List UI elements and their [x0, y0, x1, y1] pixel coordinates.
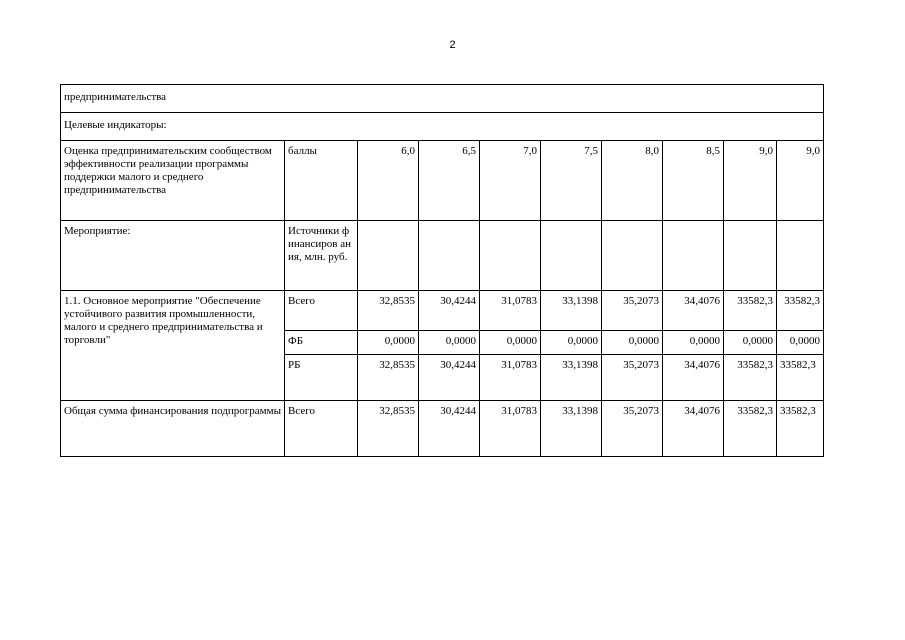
amount-cell: 32,8535 — [358, 291, 419, 331]
indicator-value: 7,0 — [480, 141, 541, 221]
empty-cell — [419, 221, 480, 291]
indicator-row — [61, 141, 824, 221]
amount-cell: 33,1398 — [541, 401, 602, 457]
source-label: ФБ — [285, 331, 358, 355]
indicator-value: 8,0 — [602, 141, 663, 221]
amount-cell: 0,0000 — [541, 331, 602, 355]
indicator-value: 8,5 — [663, 141, 724, 221]
indicator-unit: баллы — [285, 141, 358, 221]
amount-cell: 33582,3 — [724, 291, 777, 331]
amount-cell: 30,4244 — [419, 291, 480, 331]
amount-cell: 34,4076 — [663, 291, 724, 331]
indicator-value: 9,0 — [777, 141, 824, 221]
page-number: 2 — [449, 39, 456, 51]
empty-cell — [480, 221, 541, 291]
empty-cell — [777, 221, 824, 291]
amount-cell: 0,0000 — [777, 331, 824, 355]
amount-cell: 35,2073 — [602, 401, 663, 457]
source-label: Всего — [285, 291, 358, 331]
amount-cell: 30,4244 — [419, 401, 480, 457]
total-name: Общая сумма финансирования подпрограммы — [61, 401, 285, 457]
amount-cell: 33582,3 — [724, 355, 777, 401]
amount-cell: 0,0000 — [602, 331, 663, 355]
indicator-value: 7,5 — [541, 141, 602, 221]
sources-header: Источники финансиров ания, млн. руб. — [285, 221, 358, 291]
amount-cell: 31,0783 — [480, 355, 541, 401]
amount-cell: 0,0000 — [480, 331, 541, 355]
amount-cell: 33582,3 — [777, 291, 824, 331]
amount-cell: 33582,3 — [724, 401, 777, 457]
business-row: предпринимательства — [61, 85, 824, 113]
indicator-value: 6,0 — [358, 141, 419, 221]
amount-cell: 31,0783 — [480, 401, 541, 457]
amount-cell: 33,1398 — [541, 355, 602, 401]
amount-cell: 0,0000 — [358, 331, 419, 355]
measure-label: Мероприятие: — [61, 221, 285, 291]
amount-cell: 30,4244 — [419, 355, 480, 401]
empty-cell — [663, 221, 724, 291]
source-label: РБ — [285, 355, 358, 401]
amount-cell: 33,1398 — [541, 291, 602, 331]
amount-cell: 32,8535 — [358, 401, 419, 457]
amount-cell: 31,0783 — [480, 291, 541, 331]
amount-cell: 33582,3 — [777, 401, 824, 457]
indicator-value: 6,5 — [419, 141, 480, 221]
source-label: Всего — [285, 401, 358, 457]
amount-cell: 32,8535 — [358, 355, 419, 401]
indicators-row: Целевые индикаторы: — [61, 113, 824, 141]
amount-cell: 0,0000 — [724, 331, 777, 355]
grand-total-row — [61, 401, 824, 457]
amount-cell: 35,2073 — [602, 291, 663, 331]
empty-cell — [541, 221, 602, 291]
main-activity-name: 1.1. Основное мероприятие "Обеспечение устойчивого развития промышленности, малого и среднего предпринимательства и торговли" — [61, 291, 285, 401]
empty-cell — [724, 221, 777, 291]
indicator-name: Оценка предпринимательским сообществом эффективности реализации программы поддержки малого и среднего предпринимательства — [61, 141, 285, 221]
amount-cell: 0,0000 — [419, 331, 480, 355]
amount-cell: 35,2073 — [602, 355, 663, 401]
empty-cell — [602, 221, 663, 291]
indicator-value: 9,0 — [724, 141, 777, 221]
amount-cell: 0,0000 — [663, 331, 724, 355]
subprogram-table — [60, 84, 824, 457]
amount-cell: 34,4076 — [663, 355, 724, 401]
amount-cell: 34,4076 — [663, 401, 724, 457]
measure-row — [61, 221, 824, 291]
empty-cell — [358, 221, 419, 291]
amount-cell: 33582,3 — [777, 355, 824, 401]
activity-total-row — [61, 291, 824, 331]
